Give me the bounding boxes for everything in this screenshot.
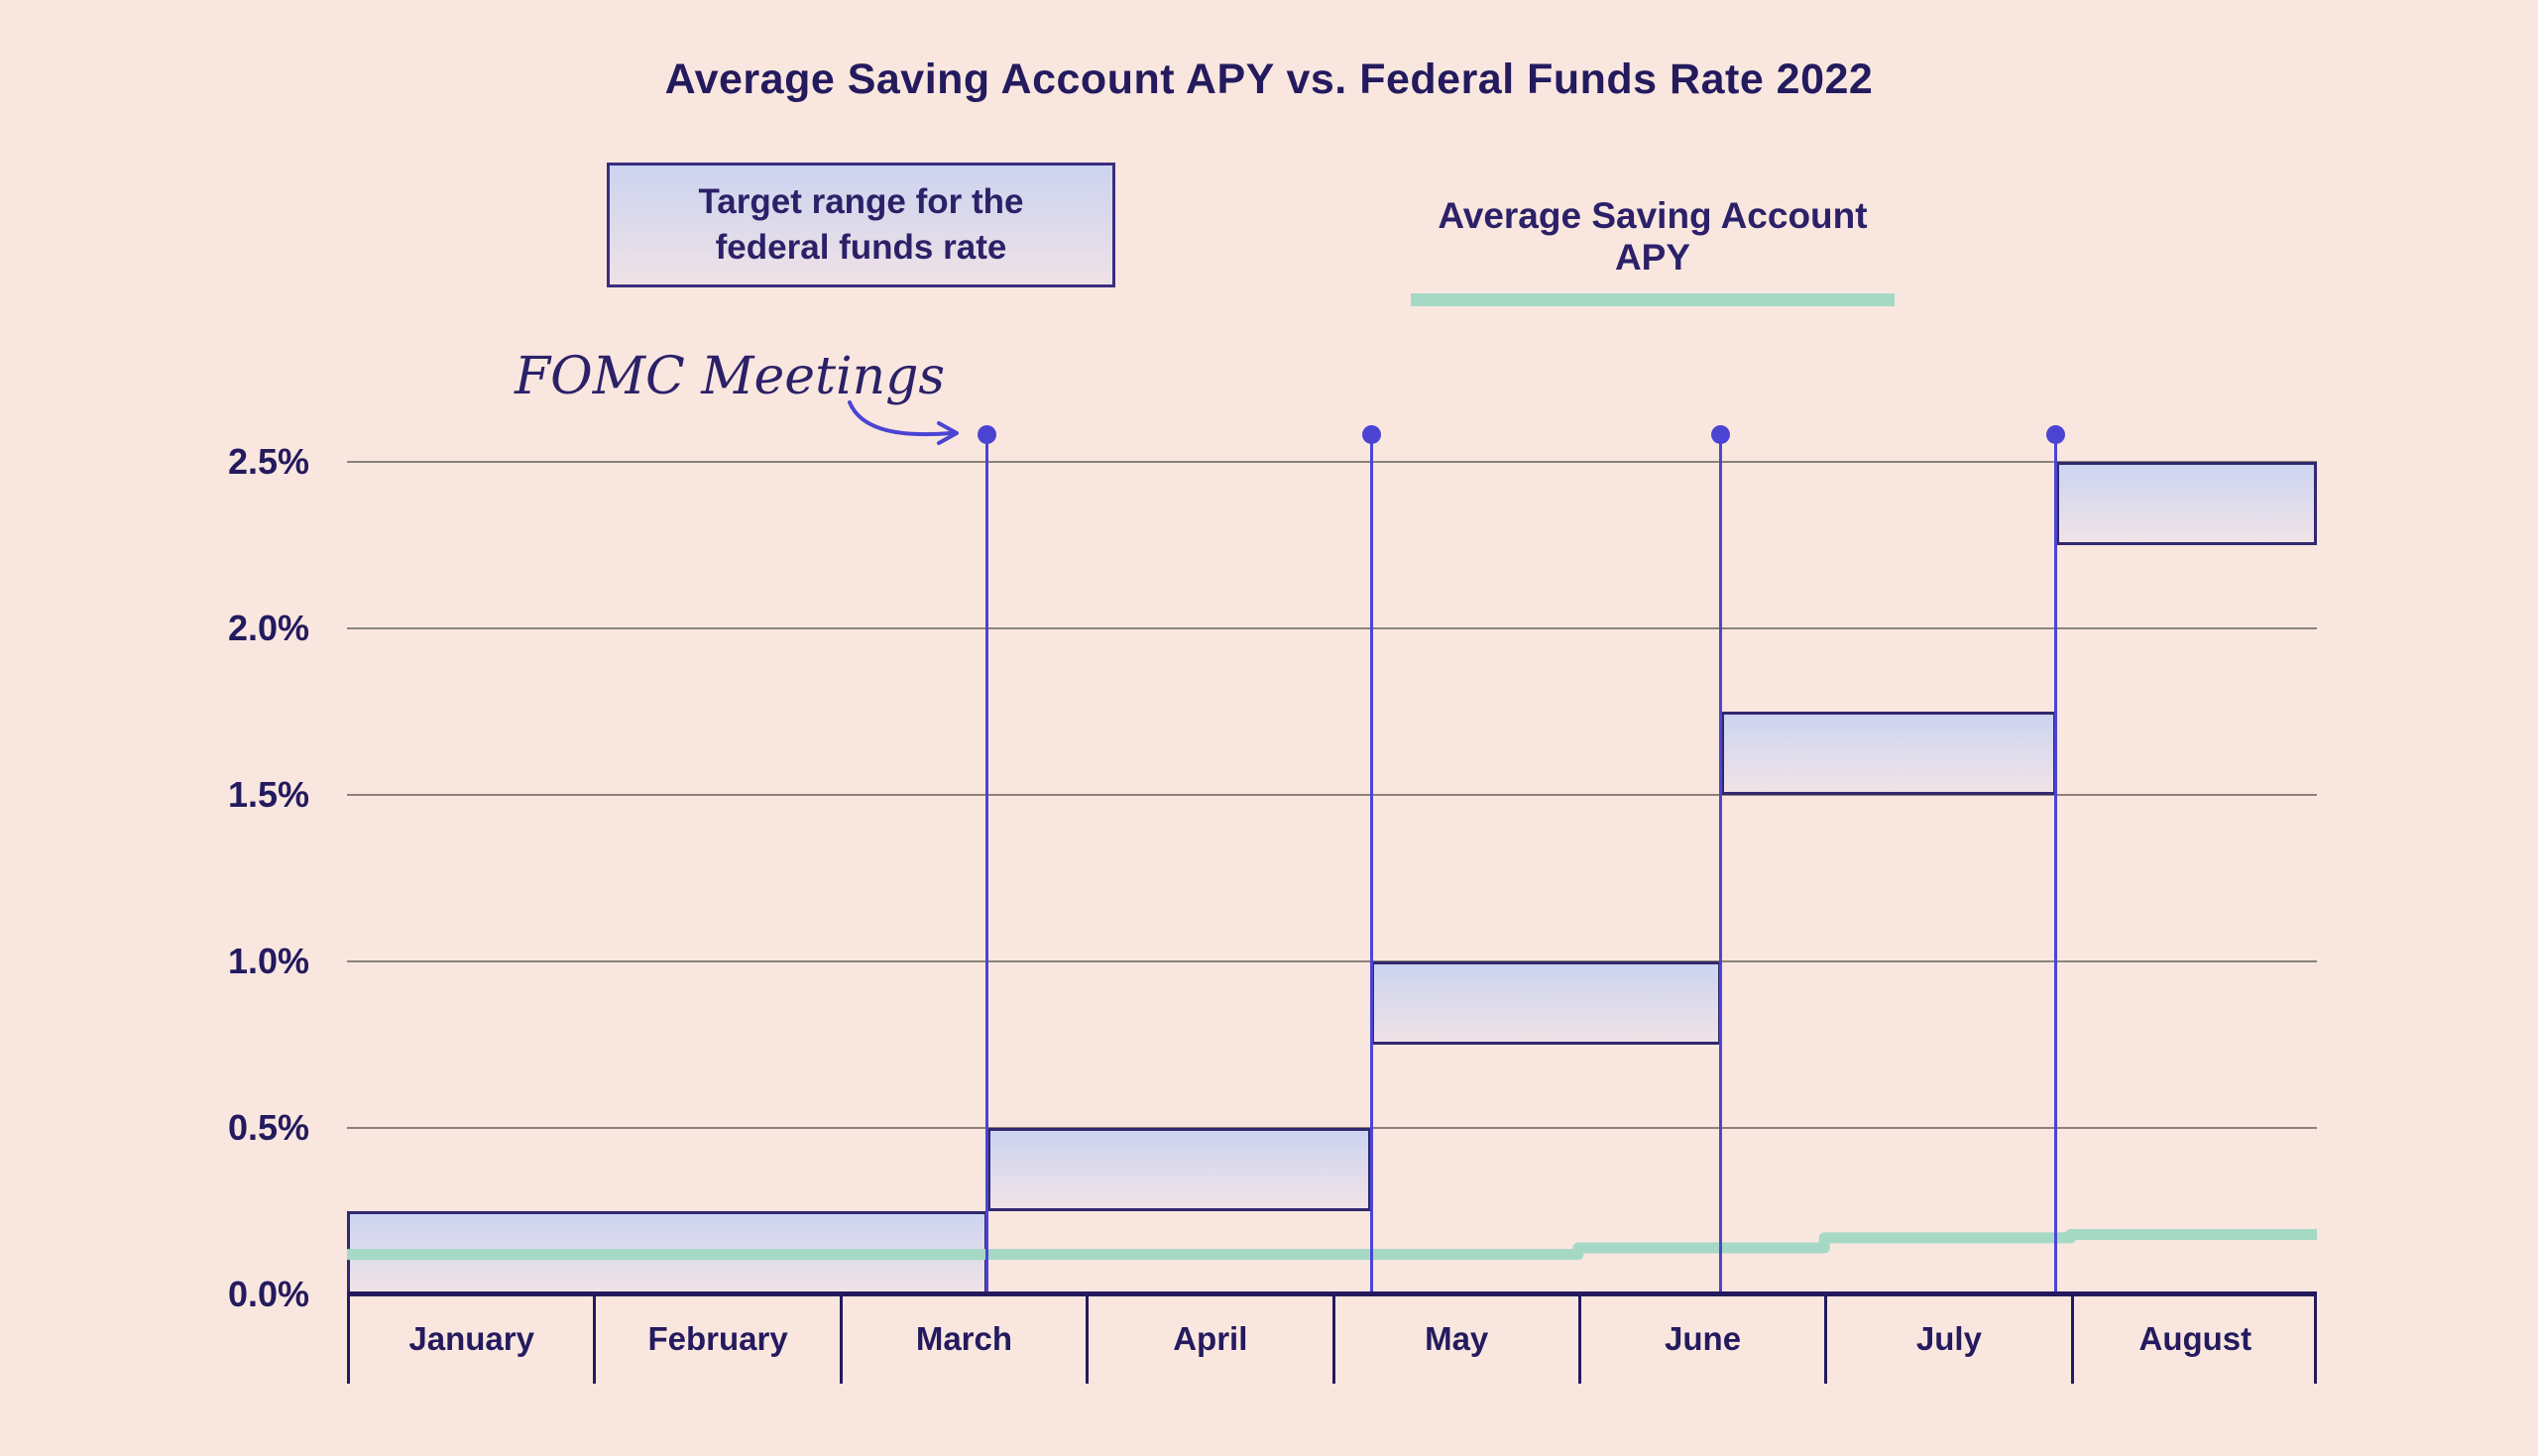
x-axis — [347, 1291, 2317, 1384]
month-cell — [1578, 1296, 1824, 1384]
month-label: July — [1915, 1320, 1982, 1357]
month-cell — [1086, 1296, 1331, 1384]
fomc-meeting-dot — [978, 425, 996, 444]
fomc-meeting-line — [985, 434, 988, 1294]
y-tick-label: 0.0% — [227, 1274, 309, 1314]
chart-title: Average Saving Account APY vs. Federal Funds Rate 2022 — [664, 56, 1874, 103]
y-tick-label: 2.5% — [227, 441, 309, 482]
month-label: March — [915, 1320, 1013, 1357]
legend-target-range-line1: Target range for the — [698, 182, 1024, 221]
x-axis-right-edge — [2314, 1296, 2317, 1384]
fomc-meeting-dot — [2046, 425, 2065, 444]
fomc-meeting-dot — [1711, 425, 1730, 444]
month-cell — [1332, 1296, 1578, 1384]
y-tick-label: 0.5% — [227, 1107, 309, 1148]
fomc-meeting-dot — [1362, 425, 1381, 444]
month-cell — [840, 1296, 1086, 1384]
fomc-meeting-line — [1370, 434, 1373, 1294]
month-cell — [2071, 1296, 2317, 1384]
month-label: January — [408, 1320, 534, 1357]
month-cell — [347, 1296, 593, 1384]
fomc-meeting-line — [2054, 434, 2057, 1294]
month-cell — [593, 1296, 839, 1384]
month-label: April — [1173, 1320, 1248, 1357]
fomc-meeting-line — [1719, 434, 1722, 1294]
y-tick-label: 2.0% — [227, 608, 309, 648]
month-label: June — [1665, 1320, 1742, 1357]
legend-target-range-line2: federal funds rate — [715, 228, 1007, 267]
month-label: August — [2138, 1320, 2252, 1357]
month-label: February — [647, 1320, 788, 1357]
month-cell — [1824, 1296, 2070, 1384]
legend-apy-label: Average Saving Account APY — [1438, 195, 1868, 278]
fomc-annotation: FOMC Meetings — [515, 347, 946, 406]
month-label: May — [1425, 1320, 1489, 1357]
y-tick-label: 1.0% — [227, 941, 309, 981]
y-tick-label: 1.5% — [227, 774, 309, 815]
